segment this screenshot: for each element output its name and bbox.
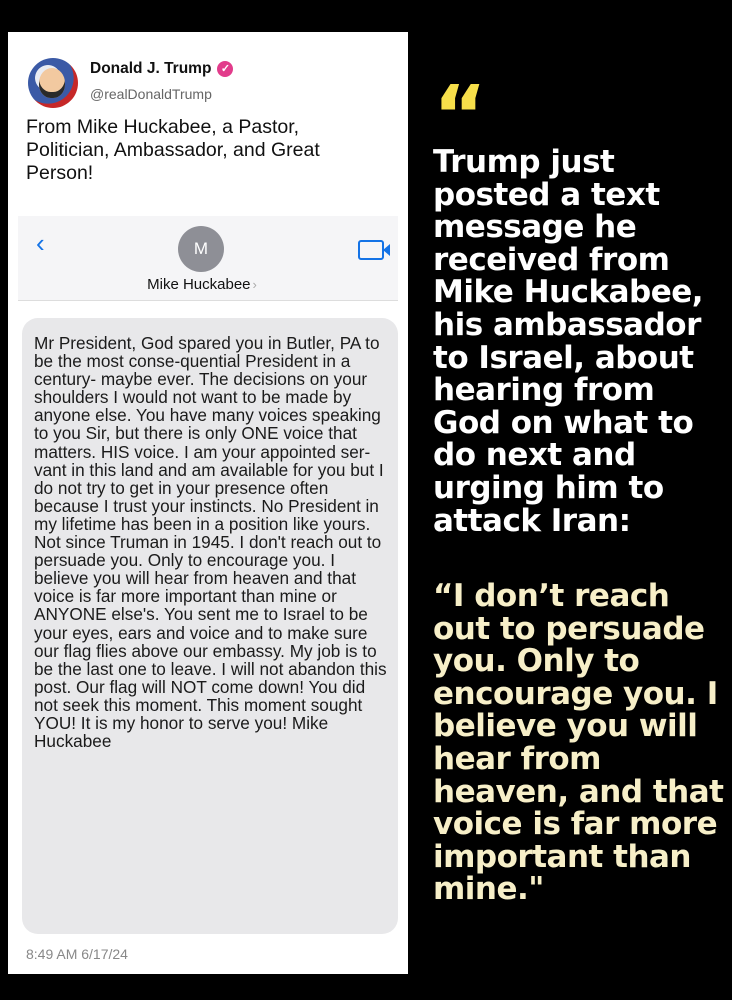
- commentary-headline: Trump just posted a text message he received from Mike Huckabee, his ambassador to Israel, about hearing from God on what to do next and urging him to attack Iran:: [433, 144, 704, 539]
- message-timestamp: 8:49 AM 6/17/24: [26, 946, 128, 962]
- post-card: [8, 32, 408, 974]
- post-text: From Mike Huckabee, a Pastor, Politician, Ambassador, and Great Person!: [26, 116, 320, 184]
- quote-mark-icon: “: [433, 69, 487, 164]
- video-camera-icon[interactable]: [358, 240, 384, 260]
- author-name-text: Donald J. Trump: [90, 60, 212, 77]
- chevron-left-icon[interactable]: ‹: [36, 228, 45, 258]
- chevron-right-icon: ›: [252, 277, 257, 292]
- profile-avatar[interactable]: [28, 58, 78, 108]
- contact-avatar[interactable]: M: [178, 226, 224, 272]
- contact-name-text: Mike Huckabee: [147, 276, 251, 293]
- message-header: [18, 216, 398, 301]
- message-bubble: [22, 318, 398, 934]
- commentary-quote: “I don’t reach out to persuade you. Only to encourage you. I believe you will hear from heaven, and that voice is far more important than mine.": [433, 578, 724, 908]
- author-name[interactable]: [90, 60, 233, 78]
- message-text: Mr President, God spared you in Butler, PA to be the most conse-quential President in a century- maybe ever. The decisions on your shoulders I would not want to be made by anyone else. You have many voices speaking to you Sir, but there is only ONE voice that matters. HIS voice. I am your appointed ser-vant in this land and am available for you but I do not try to get in your presence often because I trust your instincts. No President in my lifetime has been in a position like yours. Not since Truman in 1945. I don't reach out to persuade you. Only to encourage you. I believe you will hear from heaven and that voice is far more important than mine or ANYONE else's. You sent me to Israel to be your eyes, ears and voice and to make sure our flag flies above our embassy. My job is to be the last one to leave. I will not abandon this post. Our flag will NOT come down! You did not seek this moment. This moment sought YOU! It is my honor to serve you! Mike Huckabee: [34, 333, 387, 752]
- author-handle[interactable]: @realDonaldTrump: [90, 86, 212, 102]
- verified-badge-icon: ✓: [217, 61, 233, 77]
- contact-name[interactable]: [122, 276, 282, 293]
